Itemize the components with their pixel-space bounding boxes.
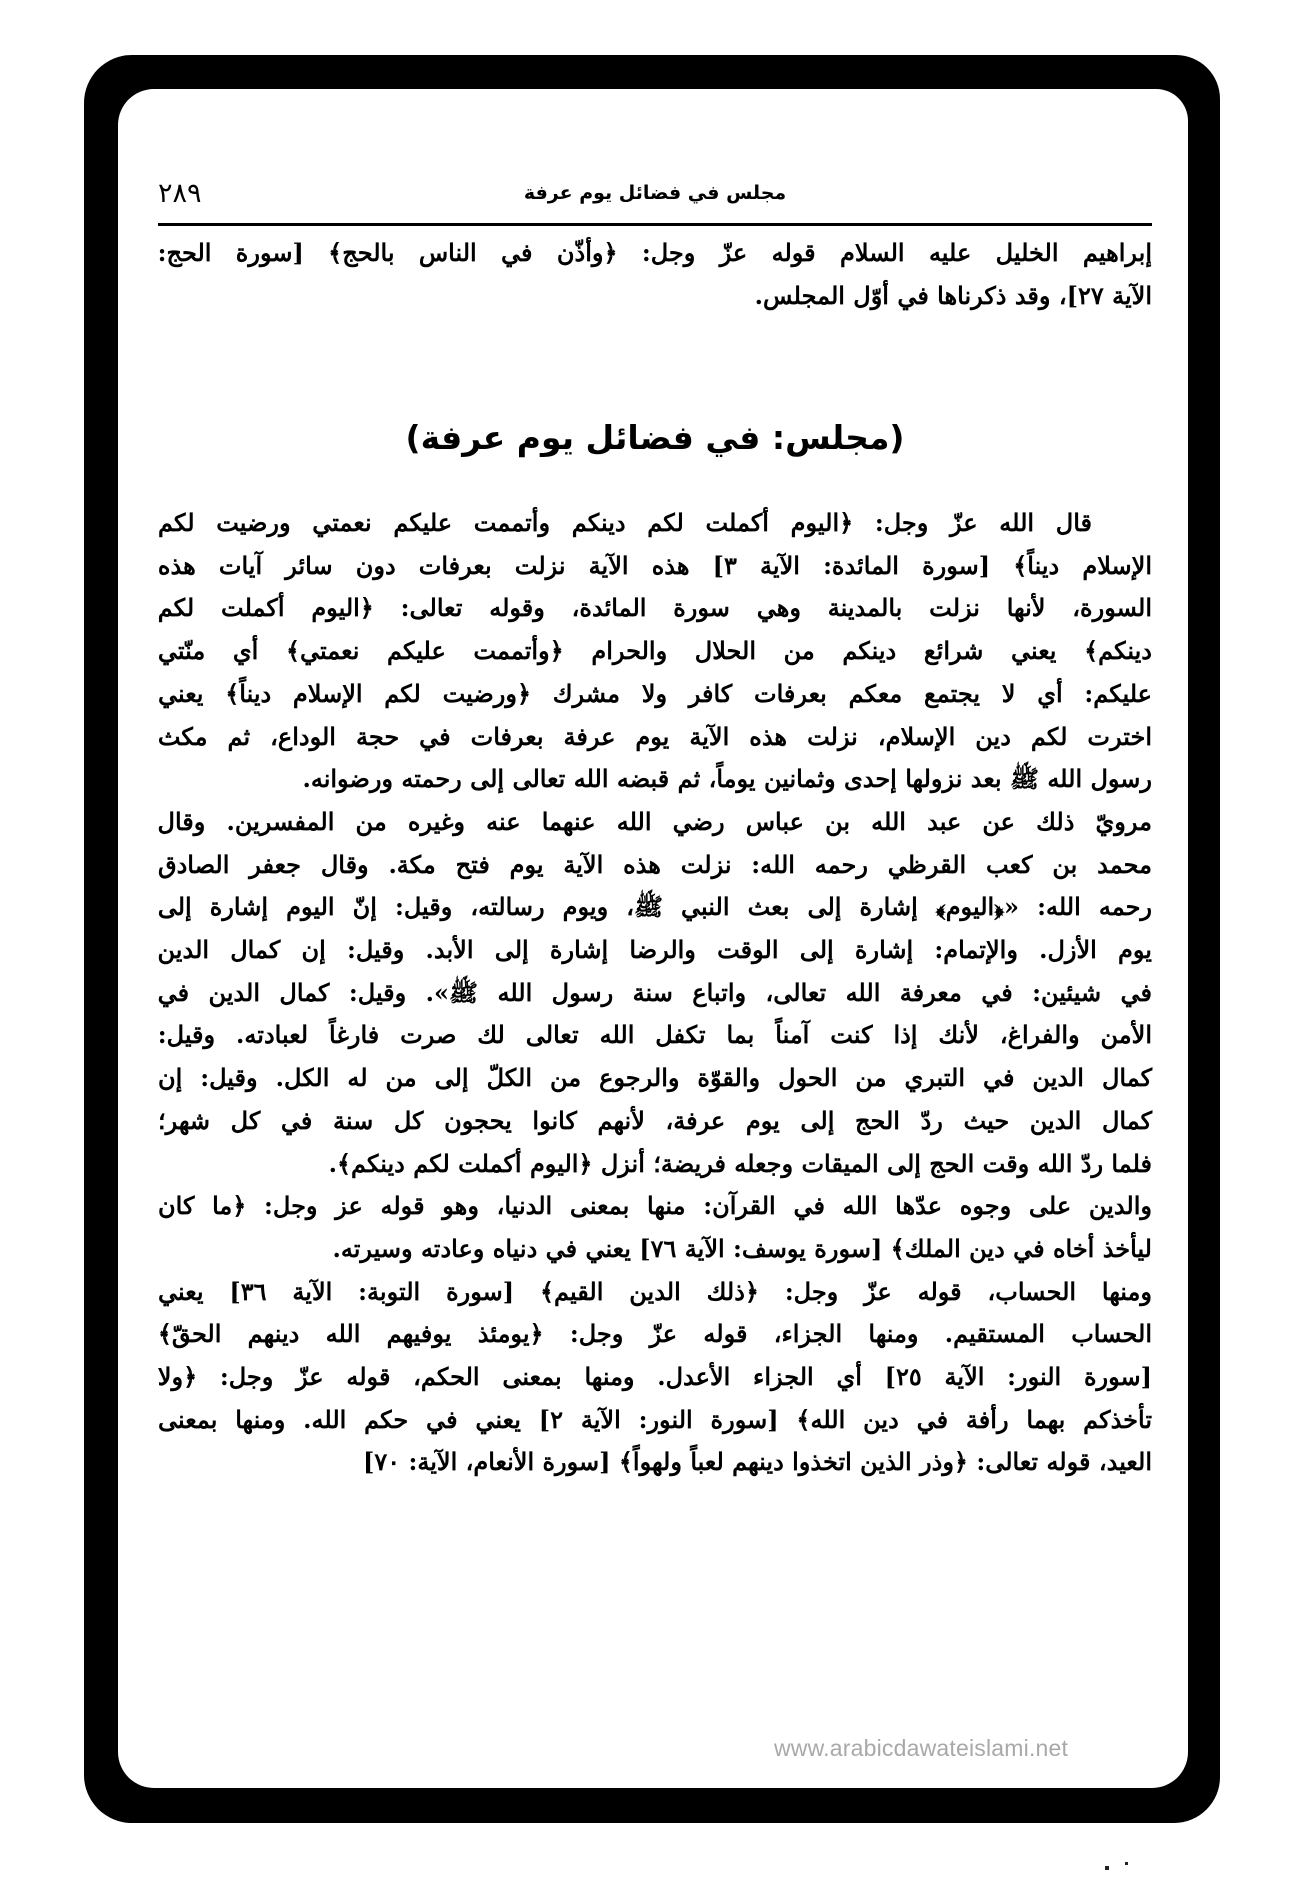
text-line: فلما ردّ الله وقت الحج إلى الميقات وجعله فريضة؛ أنزل ﴿اليوم أكملت لكم دينكم﴾. (328, 1148, 1152, 1178)
text-line: السورة، لأنها نزلت بالمدينة وهي سورة المائدة، وقوله تعالى: ﴿اليوم أكملت لكم (157, 593, 1152, 623)
text-line: كمال الدين في التبري من الحول والقوّة والرجوع من الكلّ إلى من له الكل. وقيل: إن (158, 1063, 1152, 1093)
text-line: [سورة النور: الآية ٢٥] أي الجزاء الأعدل. ومنها بمعنى الحكم، قوله عزّ وجل: ﴿ولا (157, 1362, 1152, 1392)
text-line: ومنها الحساب، قوله عزّ وجل: ﴿ذلك الدين القيم﴾ [سورة التوبة: الآية ٣٦] يعني (158, 1276, 1152, 1306)
text-line: محمد بن كعب القرظي رحمه الله: نزلت هذه الآية يوم فتح مكة. وقال جعفر الصادق (158, 849, 1152, 879)
text-line: والدين على وجوه عدّها الله في القرآن: منها بمعنى الدنيا، وهو قوله عز وجل: ﴿ما كان (158, 1191, 1152, 1221)
text-line: كمال الدين حيث ردّ الحج إلى يوم عرفة، لأنهم كانوا يحجون كل سنة في كل شهر؛ (158, 1105, 1152, 1135)
text-line: الأمن والفراغ، لأنك إذا كنت آمناً بما تكفل الله تعالى لك صرت فارغاً لعبادته. وقيل: (157, 1020, 1152, 1050)
page-number: ٢٨٩ (158, 178, 202, 209)
running-header (158, 178, 1152, 222)
text-line: عليكم: أي لا يجتمع معكم بعرفات كافر ولا مشرك ﴿ورضيت لكم الإسلام ديناً﴾ يعني (157, 678, 1152, 708)
text-line: إبراهيم الخليل عليه السلام قوله عزّ وجل: ﴿وأذّن في الناس بالحج﴾ [سورة الحج: (157, 238, 1152, 267)
text-line: رسول الله ﷺ بعد نزولها إحدى وثمانين يوماً، ثم قبضه الله تعالى إلى رحمته ورضوانه. (302, 764, 1152, 794)
text-line: يوم الأزل. والإتمام: إشارة إلى الوقت والرضا إشارة إلى الأبد. وقيل: إن كمال الدين (157, 935, 1152, 965)
text-line: رحمه الله: «﴿اليوم﴾ إشارة إلى بعث النبي ﷺ، ويوم رسالته، وقيل: إنّ اليوم إشارة إلى (157, 892, 1152, 922)
watermark-url: www.arabicdawateislami.net (774, 1735, 1069, 1761)
scan-speck (1125, 1862, 1128, 1865)
scan-speck (1105, 1866, 1109, 1870)
text-line: الإسلام ديناً﴾ [سورة المائدة: الآية ٣] هذه الآية نزلت بعرفات دون سائر آيات هذه (157, 550, 1152, 580)
paragraph-continuation (158, 232, 1152, 317)
text-line: تأخذكم بهما رأفة في دين الله﴾ [سورة النور: الآية ٢] يعني في حكم الله. ومنها بمعنى (158, 1404, 1152, 1434)
running-header-title: مجلس في فضائل يوم عرفة (523, 182, 787, 204)
text-line: الحساب المستقيم. ومنها الجزاء، قوله عزّ وجل: ﴿يومئذ يوفيهم الله دينهم الحقّ﴾ (157, 1319, 1152, 1349)
text-line: الآية ٢٧]، وقد ذكرناها في أوّل المجلس. (754, 280, 1152, 310)
text-line: دينكم﴾ يعني شرائع دينكم من الحلال والحرام ﴿وأتممت عليكم نعمتي﴾ أي منّتي (157, 636, 1152, 666)
text-line: مرويّ ذلك عن عبد الله بن عباس رضي الله عنهما عنه وغيره من المفسرين. وقال (157, 806, 1152, 836)
text-line: اخترت لكم دين الإسلام، نزلت هذه الآية يوم عرفة بعرفات في حجة الوداع، ثم مكث (157, 721, 1152, 751)
section-title: (مجلس: في فضائل يوم عرفة) (405, 418, 905, 457)
text-line: في شيئين: في معرفة الله تعالى، واتباع سنة رسول الله ﷺ». وقيل: كمال الدين في (157, 977, 1152, 1007)
text-line: العيد، قوله تعالى: ﴿وذر الذين اتخذوا دينهم لعباً ولهواً﴾ [سورة الأنعام، الآية: ٧٠] (362, 1447, 1152, 1477)
text-line: ليأخذ أخاه في دين الملك﴾ [سورة يوسف: الآية ٧٦] يعني في دنياه وعادته وسيرته. (332, 1233, 1152, 1263)
header-rule (158, 223, 1152, 226)
text-line: قال الله عزّ وجل: ﴿اليوم أكملت لكم دينكم وأتممت عليكم نعمتي ورضيت لكم (158, 508, 1092, 537)
paragraph-main (158, 502, 1152, 1484)
